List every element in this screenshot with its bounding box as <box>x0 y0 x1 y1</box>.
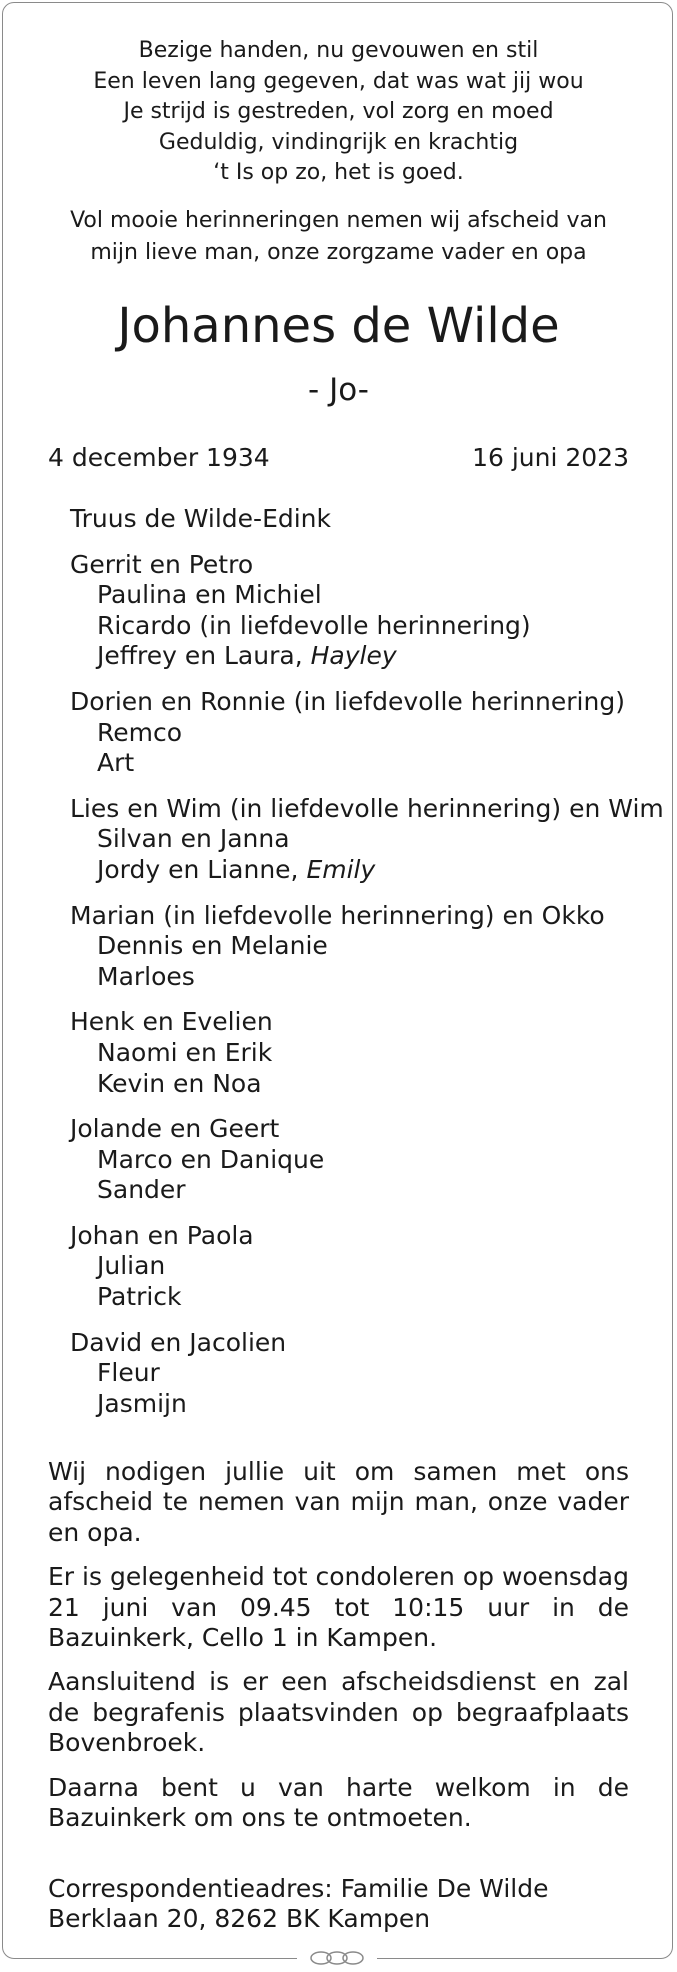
family-member: Johan en Paola <box>70 1220 254 1250</box>
family-group <box>70 550 664 672</box>
family-child <box>70 824 664 855</box>
reception-paragraph: Daarna bent u van harte welkom in de Bazuinkerk om ons te ontmoeten. <box>48 1772 629 1833</box>
family-member: Gerrit en Petro <box>70 549 254 579</box>
poem-line: Je strijd is gestreden, vol zorg en moed <box>123 99 554 124</box>
family-child <box>70 748 664 779</box>
family-child-name: Jeffrey en Laura, <box>97 641 311 671</box>
family-child <box>70 1282 664 1313</box>
great-grandchild-name: Emily <box>306 854 376 884</box>
family-child <box>70 641 664 672</box>
poem-line: Geduldig, vindingrijk en krachtig <box>158 129 519 155</box>
family-child <box>70 580 664 611</box>
family-child-name: Kevin en Noa <box>97 1068 262 1098</box>
intro-line: mijn lieve man, onze zorgzame vader en opa <box>90 240 587 265</box>
funeral-paragraph: Aansluitend is er een afscheidsdienst en zal de begrafenis plaatsvinden op begraafplaats Bovenbroek. <box>48 1667 629 1758</box>
family-group <box>70 504 664 535</box>
family-group <box>70 1114 664 1206</box>
address-line-1: Correspondentieadres: Familie De Wilde <box>48 1874 549 1903</box>
poem-line: Een leven lang gegeven, dat was wat jij wou <box>93 68 584 94</box>
poem <box>0 36 677 189</box>
family-group <box>70 1007 664 1099</box>
family-child-name: Marco en Danique <box>97 1144 325 1174</box>
family-child <box>70 1358 664 1389</box>
family-child-name: Art <box>97 748 135 778</box>
family-group <box>70 1328 664 1420</box>
family-child-name: Patrick <box>97 1282 182 1312</box>
family-child-name: Jordy en Lianne, <box>97 854 307 884</box>
birth-date: 4 december 1934 <box>48 443 270 472</box>
family-member: Lies en Wim (in liefdevolle herinnering) en Wim <box>70 793 664 823</box>
family-child-name: Paulina en Michiel <box>97 580 322 610</box>
family-child <box>70 931 664 962</box>
intro-text <box>0 205 677 269</box>
poem-line: ‘t Is op zo, het is goed. <box>213 160 464 185</box>
announcement-text <box>48 1457 629 1847</box>
family-group <box>70 794 664 886</box>
family-member: Jolande en Geert <box>70 1114 280 1144</box>
family-list <box>70 504 664 1434</box>
family-child <box>70 1175 664 1206</box>
family-child-name: Sander <box>97 1175 186 1205</box>
death-date: 16 juni 2023 <box>472 443 629 472</box>
family-child-name: Jasmijn <box>97 1388 187 1418</box>
poem-line: Bezige handen, nu gevouwen en stil <box>138 38 539 63</box>
family-child-name: Remco <box>97 717 183 747</box>
deceased-name: Johannes de Wilde <box>117 298 560 354</box>
address-line-2: Berklaan 20, 8262 BK Kampen <box>48 1904 431 1934</box>
family-member: Marian (in liefdevolle herinnering) en Okko <box>70 900 605 930</box>
family-child <box>70 962 664 993</box>
great-grandchild-name: Hayley <box>310 641 397 671</box>
family-child <box>70 1389 664 1420</box>
family-child <box>70 1251 664 1282</box>
family-child <box>70 855 664 886</box>
family-member: Truus de Wilde-Edink <box>70 504 331 533</box>
family-child-name: Naomi en Erik <box>97 1037 273 1067</box>
family-group <box>70 687 664 779</box>
family-child <box>70 1145 664 1176</box>
invitation-paragraph: Wij nodigen jullie uit om samen met ons afscheid te nemen van mijn man, onze vader en opa. <box>48 1457 629 1547</box>
condolence-paragraph: Er is gelegenheid tot condoleren op woensdag 21 juni van 09.45 tot 10:15 uur in de Bazuinkerk, Cello 1 in Kampen. <box>48 1562 629 1653</box>
family-child-name: Dennis en Melanie <box>97 931 328 961</box>
family-child <box>70 718 664 749</box>
deceased-nickname: - Jo- <box>308 372 369 408</box>
family-group <box>70 1221 664 1313</box>
family-group <box>70 901 664 993</box>
family-member: David en Jacolien <box>70 1327 287 1357</box>
family-child-name: Ricardo (in liefdevolle herinnering) <box>97 610 531 640</box>
family-child <box>70 611 664 642</box>
correspondence-address <box>48 1874 548 1935</box>
family-child-name: Julian <box>97 1251 166 1281</box>
family-member: Dorien en Ronnie (in liefdevolle herinnering) <box>70 686 625 716</box>
family-member: Henk en Evelien <box>70 1007 273 1037</box>
family-child-name: Silvan en Janna <box>97 824 290 854</box>
family-child <box>70 1069 664 1100</box>
intro-line: Vol mooie herinneringen nemen wij afscheid van <box>70 208 607 233</box>
family-child <box>70 1038 664 1069</box>
family-child-name: Fleur <box>97 1358 160 1388</box>
ornament-icon <box>297 1948 377 1968</box>
family-child-name: Marloes <box>97 961 195 991</box>
